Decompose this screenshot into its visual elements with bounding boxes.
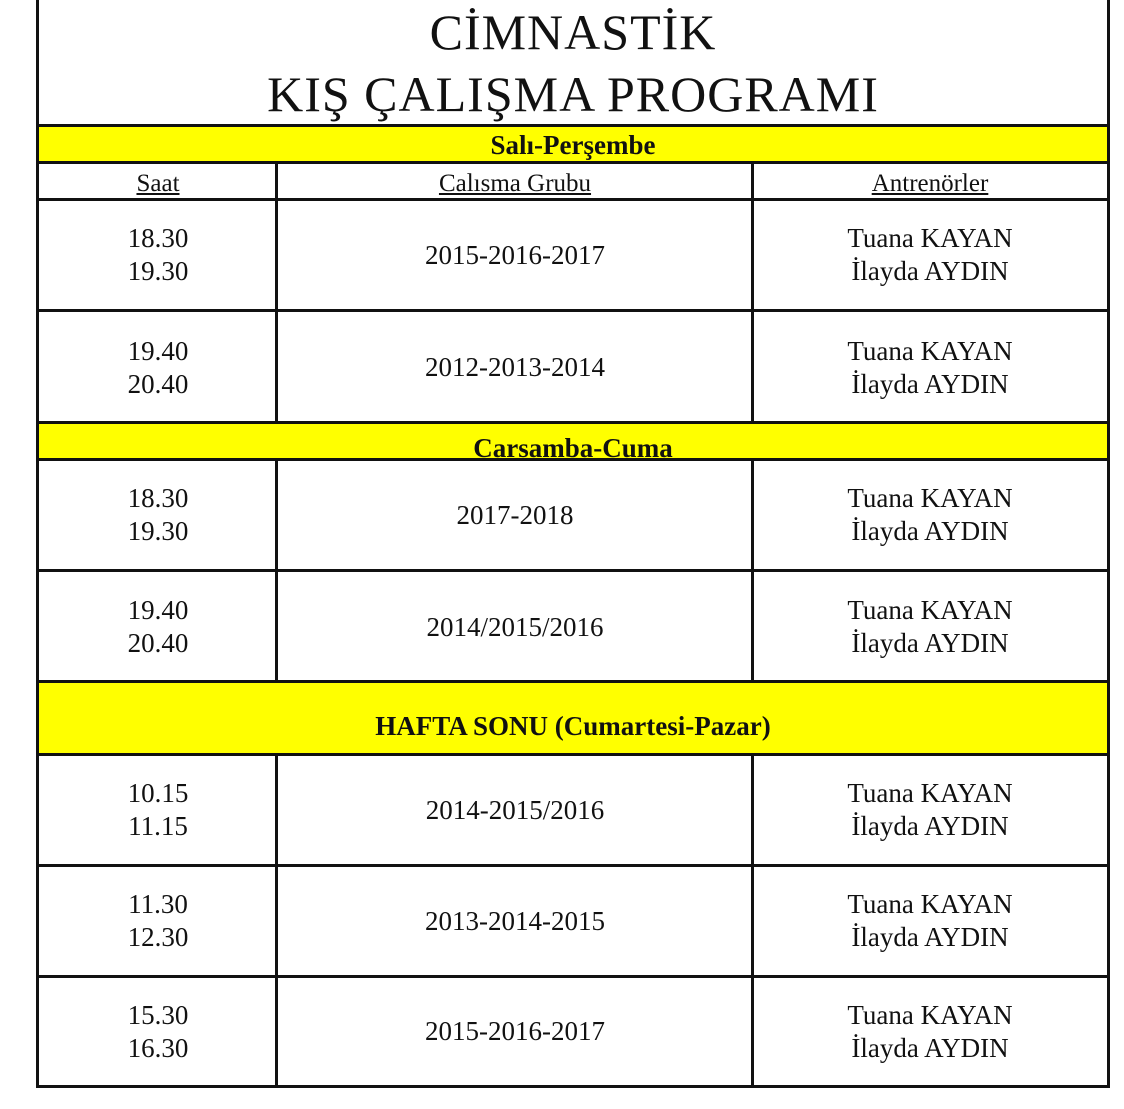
end-time: 11.15 — [128, 811, 188, 841]
coach-1: Tuana KAYAN — [847, 595, 1013, 625]
coach-1: Tuana KAYAN — [847, 483, 1013, 513]
start-time: 19.40 — [127, 335, 189, 366]
table-row — [39, 201, 1107, 312]
column-divider — [275, 461, 278, 680]
coach-cell — [753, 572, 1107, 682]
coach-cell — [753, 312, 1107, 423]
column-header-row — [39, 164, 1107, 201]
start-time: 15.30 — [127, 999, 189, 1030]
time-cell — [39, 867, 277, 975]
coach-1: Tuana KAYAN — [847, 223, 1013, 253]
table-row — [39, 867, 1107, 978]
coach-2: İlayda AYDIN — [851, 628, 1009, 658]
time-cell — [39, 201, 277, 309]
header-antrenorler: Antrenörler — [871, 170, 989, 197]
coach-2: İlayda AYDIN — [851, 256, 1009, 286]
coach-1: Tuana KAYAN — [847, 335, 1013, 366]
header-calisma-grubu: Calısma Grubu — [438, 170, 592, 197]
start-time: 10.15 — [127, 778, 189, 808]
coach-1: Tuana KAYAN — [847, 999, 1013, 1030]
coach-1: Tuana KAYAN — [847, 889, 1013, 919]
coach-2: İlayda AYDIN — [851, 811, 1009, 841]
end-time: 20.40 — [127, 368, 189, 399]
section-band-hafta-sonu: HAFTA SONU (Cumartesi-Pazar) — [39, 680, 1107, 756]
coach-cell — [753, 461, 1107, 569]
start-time: 18.30 — [127, 483, 189, 513]
column-divider — [751, 164, 754, 421]
time-cell — [39, 572, 277, 682]
section-band-sali-persembe: Salı-Perşembe — [39, 124, 1107, 164]
end-time: 12.30 — [127, 922, 189, 952]
coach-cell — [753, 867, 1107, 975]
group-cell: 2013-2014-2015 — [425, 905, 605, 936]
column-divider — [275, 756, 278, 1085]
group-cell: 2017-2018 — [456, 499, 574, 530]
table-row — [39, 572, 1107, 682]
end-time: 16.30 — [127, 1032, 189, 1063]
table-row — [39, 312, 1107, 423]
table-row — [39, 461, 1107, 572]
table-row — [39, 756, 1107, 867]
column-divider — [751, 461, 754, 680]
group-cell: 2015-2016-2017 — [425, 1016, 605, 1046]
column-divider — [275, 164, 278, 421]
table-row — [39, 978, 1107, 1085]
group-cell: 2015-2016-2017 — [425, 239, 605, 270]
coach-1: Tuana KAYAN — [847, 778, 1013, 808]
coach-cell — [753, 201, 1107, 309]
start-time: 18.30 — [127, 223, 189, 253]
end-time: 19.30 — [127, 516, 189, 546]
coach-2: İlayda AYDIN — [851, 368, 1009, 399]
group-cell: 2014/2015/2016 — [426, 611, 604, 642]
section-band-carsamba-cuma: Carsamba-Cuma — [39, 421, 1107, 461]
time-cell — [39, 978, 277, 1085]
column-divider — [751, 756, 754, 1085]
coach-cell — [753, 756, 1107, 864]
time-cell — [39, 312, 277, 423]
time-cell — [39, 461, 277, 569]
coach-2: İlayda AYDIN — [851, 1032, 1009, 1063]
start-time: 11.30 — [128, 889, 188, 919]
title-line-2: KIŞ ÇALIŞMA PROGRAMI — [267, 66, 879, 122]
coach-cell — [753, 978, 1107, 1085]
group-cell: 2014-2015/2016 — [425, 794, 605, 825]
title-line-1: CİMNASTİK — [429, 4, 717, 60]
coach-2: İlayda AYDIN — [851, 922, 1009, 952]
end-time: 19.30 — [127, 256, 189, 286]
group-cell: 2012-2013-2014 — [425, 352, 605, 382]
schedule-frame — [36, 0, 1110, 1088]
end-time: 20.40 — [127, 628, 189, 658]
header-saat: Saat — [136, 170, 180, 197]
coach-2: İlayda AYDIN — [851, 516, 1009, 546]
start-time: 19.40 — [127, 595, 189, 625]
time-cell — [39, 756, 277, 864]
